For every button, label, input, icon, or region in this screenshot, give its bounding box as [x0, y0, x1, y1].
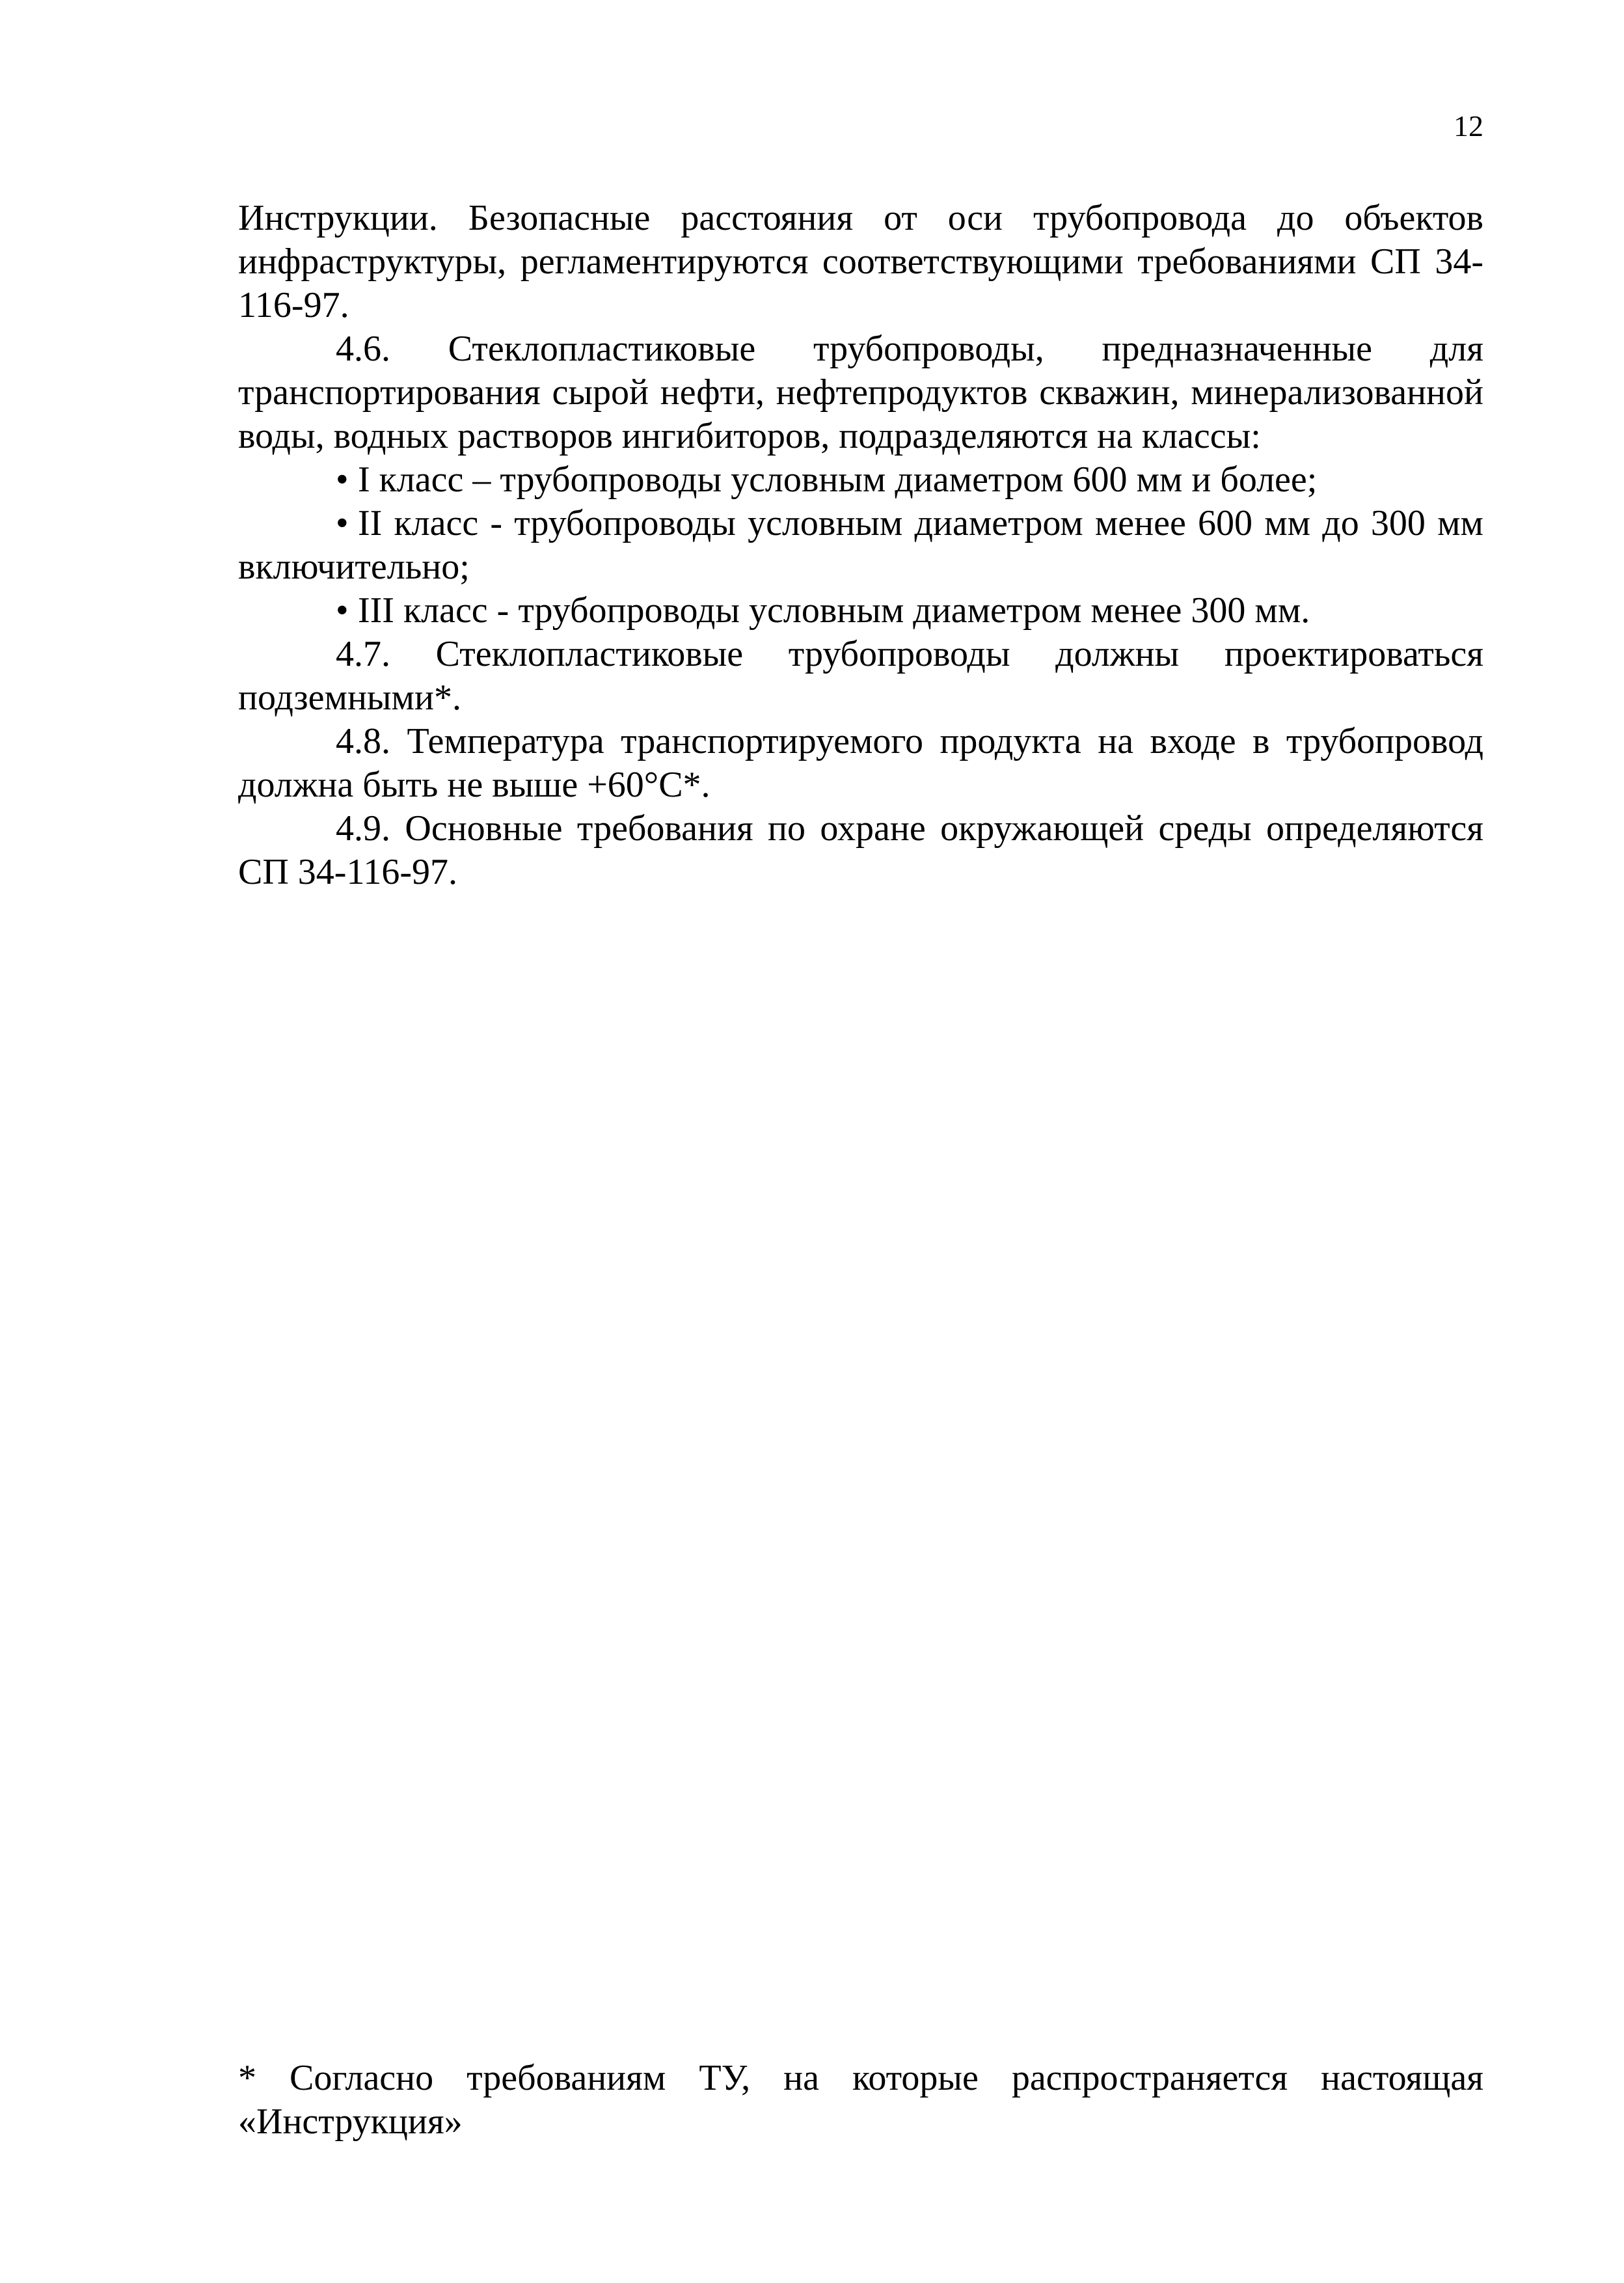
- paragraph-4-9: 4.9. Основные требования по охране окружающей среды определяются СП 34-116-97.: [238, 808, 1483, 892]
- footnote: * Согласно требованиям ТУ, на которые распространяется настоящая «Инструкция»: [238, 2058, 1483, 2142]
- paragraph-4-6: 4.6. Стеклопластиковые трубопроводы, предназначенные для транспортирования сырой нефти, нефтепродуктов скважин, минерализованной воды, водных растворов ингибиторов, подразделяются на классы:: [238, 329, 1483, 456]
- list-item-class-2: [238, 502, 1483, 589]
- page-number: 12: [1454, 109, 1483, 143]
- document-body: [238, 197, 1483, 894]
- bullet-icon: •: [336, 590, 349, 631]
- bullet-icon: •: [336, 459, 349, 500]
- list-item-text: I класс – трубопроводы условным диаметром 600 мм и более;: [358, 459, 1318, 500]
- paragraph-continuation: Инструкции. Безопасные расстояния от оси трубопровода до объектов инфраструктуры, регламентируются соответствующими требованиями СП 34-116-97.: [238, 198, 1483, 325]
- paragraph-4-8: 4.8. Температура транспортируемого продукта на входе в трубопровод должна быть не выше +60°С*.: [238, 721, 1483, 805]
- list-item-text: II класс - трубопроводы условным диаметром менее 600 мм до 300 мм включительно;: [238, 503, 1483, 587]
- list-item-class-1: [238, 458, 1483, 502]
- bullet-icon: •: [336, 503, 349, 543]
- list-item-class-3: [238, 589, 1483, 633]
- list-item-text: III класс - трубопроводы условным диаметром менее 300 мм.: [358, 590, 1310, 631]
- paragraph-4-7: 4.7. Стеклопластиковые трубопроводы должны проектироваться подземными*.: [238, 634, 1483, 718]
